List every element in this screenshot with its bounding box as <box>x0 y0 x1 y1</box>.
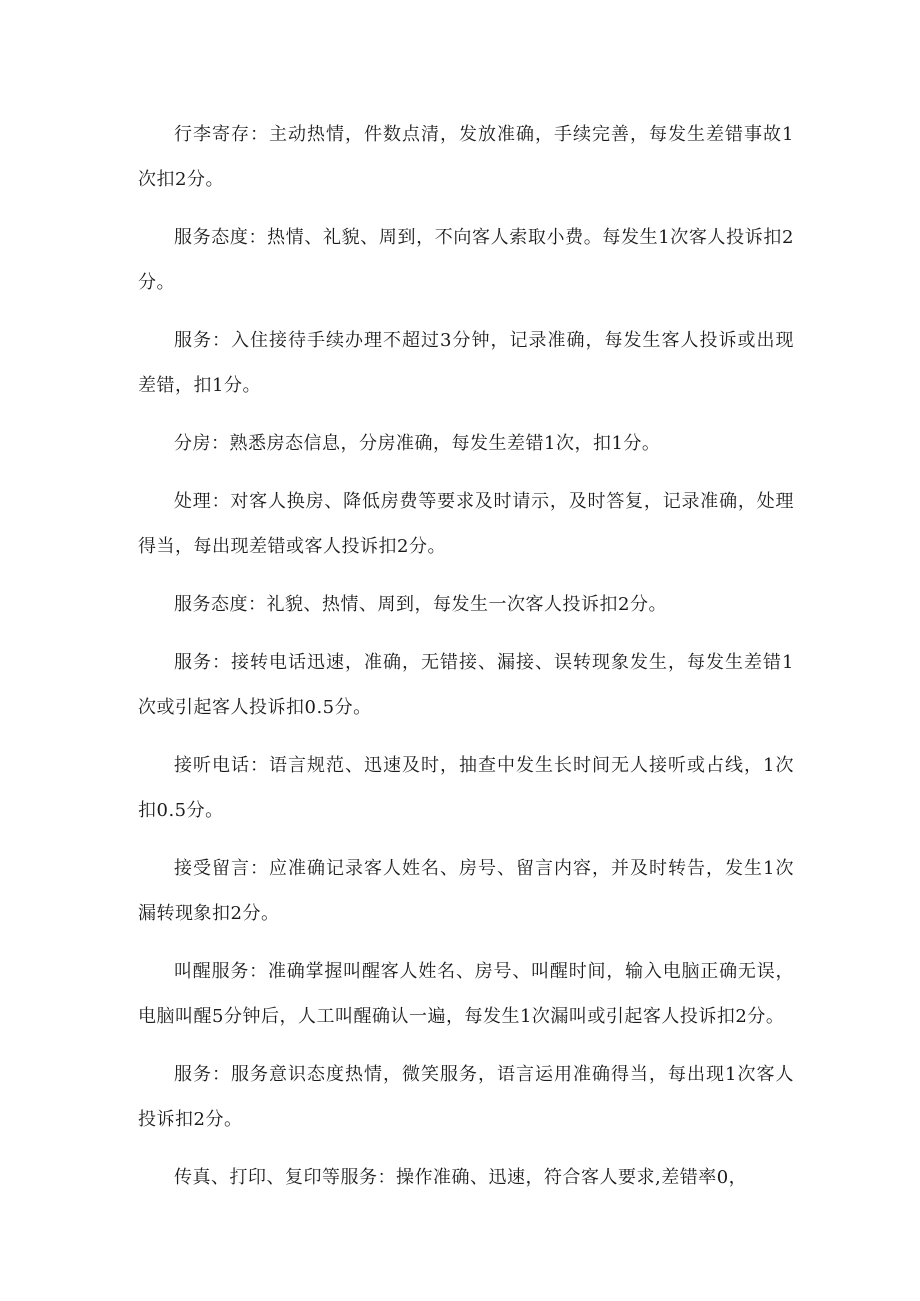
paragraph-luggage-storage: 行李寄存：主动热情，件数点清，发放准确，手续完善，每发生差错事故1次扣2分。 <box>138 124 794 190</box>
document-body <box>138 112 794 1213</box>
paragraph-general-service: 服务：服务意识态度热情，微笑服务，语言运用准确得当，每出现1次客人投诉扣2分。 <box>138 1064 794 1130</box>
paragraph-call-transfer: 服务：接转电话迅速，准确，无错接、漏接、误转现象发生，每发生差错1次或引起客人投诉扣0.5分。 <box>138 652 794 718</box>
paragraph-business-services: 传真、打印、复印等服务：操作准确、迅速，符合客人要求,差错率0， <box>174 1167 748 1188</box>
paragraph-service-attitude: 服务态度：礼貌、热情、周到，每发生一次客人投诉扣2分。 <box>174 594 667 615</box>
paragraph-check-in-service: 服务：入住接待手续办理不超过3分钟，记录准确，每发生客人投诉或出现差错，扣1分。 <box>138 330 794 396</box>
paragraph-answering-calls: 接听电话：语言规范、迅速及时，抽查中发生长时间无人接听或占线，1次扣0.5分。 <box>138 755 794 821</box>
paragraph-wake-up-service: 叫醒服务：准确掌握叫醒客人姓名、房号、叫醒时间，输入电脑正确无误，电脑叫醒5分钟后，人工叫醒确认一遍，每发生1次漏叫或引起客人投诉扣2分。 <box>138 961 794 1027</box>
paragraph-request-handling: 处理：对客人换房、降低房费等要求及时请示，及时答复，记录准确，处理得当，每出现差错或客人投诉扣2分。 <box>138 491 794 557</box>
paragraph-room-assignment: 分房：熟悉房态信息，分房准确，每发生差错1次，扣1分。 <box>174 433 661 454</box>
paragraph-messages: 接受留言：应准确记录客人姓名、房号、留言内容，并及时转告，发生1次漏转现象扣2分。 <box>138 858 794 924</box>
paragraph-service-attitude-tips: 服务态度：热情、礼貌、周到，不向客人索取小费。每发生1次客人投诉扣2分。 <box>138 227 794 293</box>
